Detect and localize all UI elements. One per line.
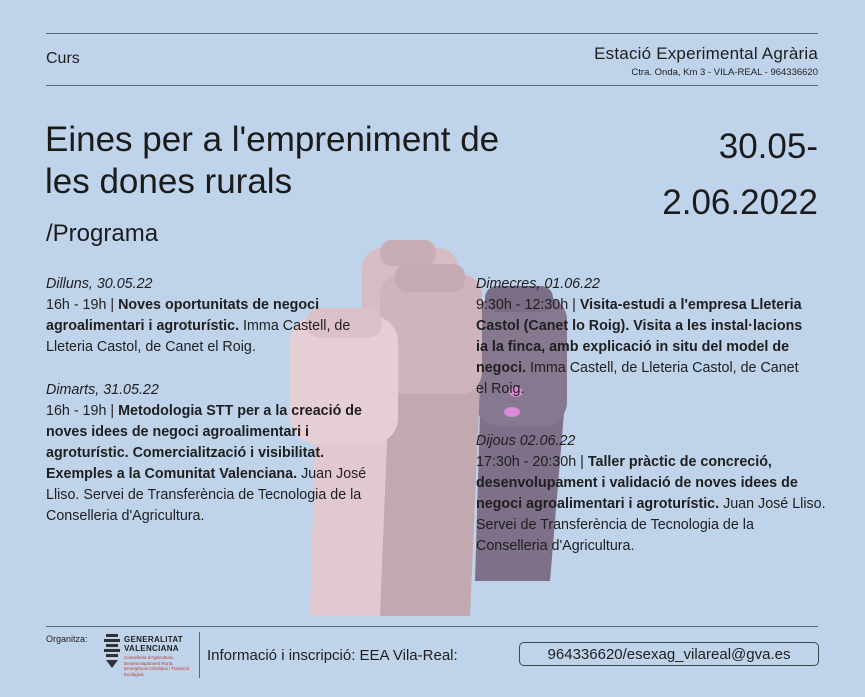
generalitat-name: GENERALITAT VALENCIANA [124, 635, 183, 653]
day-tuesday [46, 380, 391, 527]
course-dates-line2: 2.06.2022 [662, 183, 818, 222]
day-speaker: Juan José Lliso. Servei de Transferència de Tecnologia de la Conselleria d'Agricultura. [46, 466, 367, 524]
day-wednesday [476, 274, 811, 400]
top-rule [46, 33, 818, 34]
day-speaker: Juan José Lliso. Servei de Transferència de Tecnologia de la Conselleria d'Agricultura. [476, 496, 826, 554]
programa-heading: /Programa [46, 220, 159, 247]
course-title-line1: Eines per a l'empreniment de [45, 120, 500, 159]
day-time: 17:30h - 20:30h | [476, 454, 588, 470]
info-label: Informació i inscripció: EEA Vila-Real: [207, 647, 458, 664]
day-name: Dimecres, 01.06.22 [476, 276, 600, 292]
generalitat-logo [104, 632, 192, 682]
day-speaker: Imma Castell, de Lleteria Castol, de Canet el Roig. [46, 318, 351, 355]
fist-middle-icon [375, 264, 482, 616]
footer-rule [46, 626, 818, 627]
header-rule [46, 85, 818, 86]
day-name: Dimarts, 31.05.22 [46, 382, 159, 398]
organiza-label: Organitza: [46, 634, 88, 644]
day-monday [46, 274, 376, 358]
day-time: 9:30h - 12:30h | [476, 297, 580, 313]
day-session-title: Metodologia STT per a la creació de noves idees de negoci agroalimentari i agroturístic. Comercialització i visibilitat. Exemples a la Comunitat Valenciana. [46, 403, 362, 482]
course-title-line2: les dones rurals [45, 162, 293, 201]
station-info [594, 44, 818, 78]
course-dates-line1: 30.05- [718, 127, 818, 166]
generalitat-emblem-icon [104, 634, 120, 668]
day-session-title: Taller pràctic de concreció, desenvolupament i validació de noves idees de negoci agroalimentari i agroturístic. [476, 454, 798, 512]
day-session-title: Visita-estudi a l'empresa Lleteria Castol (Canet lo Roig). Visita a les instal·lacions ia la finca, amb explicació in situ del model de negoci. [476, 297, 803, 376]
day-session-title: Noves oportunitats de negoci agroalimentari i agroturístic. [46, 297, 320, 334]
day-name: Dijous 02.06.22 [476, 433, 576, 449]
day-time: 16h - 19h | [46, 403, 119, 419]
footer-separator [199, 632, 200, 678]
day-speaker: Imma Castell, de Lleteria Castol, de Canet el Roig. [476, 360, 799, 397]
course-title [45, 119, 605, 203]
day-thursday [476, 431, 826, 557]
station-address: Ctra. Onda, Km 3 - VILA-REAL - 964336620 [631, 67, 818, 78]
contact-box[interactable]: 964336620/esexag_vilareal@gva.es [519, 642, 819, 666]
course-dates [662, 119, 818, 231]
station-name: Estació Experimental Agrària [594, 44, 818, 63]
course-label: Curs [46, 50, 80, 67]
day-time: 16h - 19h | [46, 297, 119, 313]
day-name: Dilluns, 30.05.22 [46, 276, 153, 292]
conselleria-name: Conselleria d'Agricultura, Desenvolupament Rural, Emergència Climàtica i Transició Ecològica [124, 655, 190, 677]
